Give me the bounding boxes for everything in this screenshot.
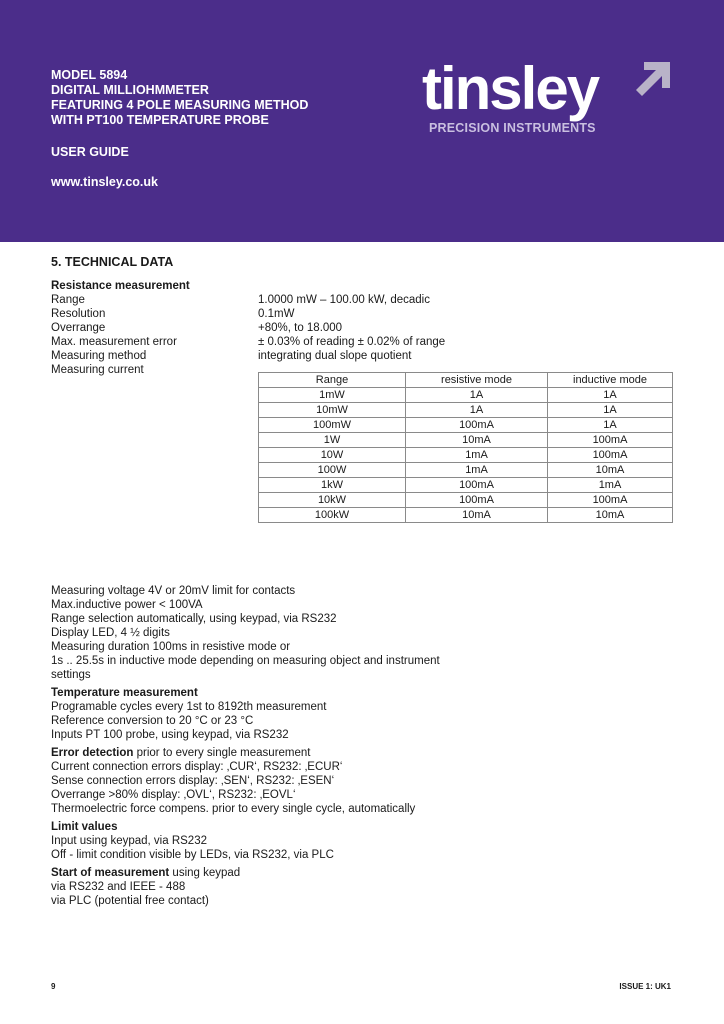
spec-value: 1.0000 mW – 100.00 kW, decadic [258, 294, 430, 306]
table-cell: 1mA [548, 478, 673, 493]
spec-label: Overrange [51, 322, 106, 334]
table-row [259, 433, 673, 448]
page-number: 9 [51, 982, 56, 991]
table-row [259, 403, 673, 418]
table-cell: 10mA [548, 463, 673, 478]
measuring-current-table [258, 372, 673, 523]
table-cell: 10mA [406, 433, 548, 448]
header-line: FEATURING 4 POLE MEASURING METHOD [51, 98, 309, 112]
table-cell: 100mW [259, 418, 406, 433]
table-cell: 100mA [406, 493, 548, 508]
spec-line: via RS232 and IEEE - 488 [51, 881, 186, 893]
header-line: WITH PT100 TEMPERATURE PROBE [51, 113, 269, 127]
logo-tagline: PRECISION INSTRUMENTS [429, 121, 596, 135]
error-detection-heading-rest: prior to every single measurement [133, 747, 311, 759]
limit-values-heading: Limit values [51, 821, 118, 833]
table-cell: 100mA [406, 478, 548, 493]
table-row [259, 493, 673, 508]
header-line: MODEL 5894 [51, 68, 128, 82]
spec-row [51, 321, 673, 335]
spec-row [51, 293, 673, 307]
table-cell: 100mA [548, 433, 673, 448]
user-guide-label: USER GUIDE [51, 145, 129, 159]
spec-value: +80%, to 18.000 [258, 322, 343, 334]
spec-row [51, 349, 673, 363]
spec-line: Range selection automatically, using keypad, via RS232 [51, 613, 337, 625]
column-header: inductive mode [548, 373, 673, 388]
technical-data-section [51, 255, 673, 521]
table-cell: 100mA [406, 418, 548, 433]
error-detection-heading-line [51, 746, 673, 760]
spec-line: settings [51, 669, 91, 681]
table-row [259, 448, 673, 463]
header-band [0, 0, 724, 242]
column-header: Range [259, 373, 406, 388]
spec-line: Max.inductive power < 100VA [51, 599, 203, 611]
spec-line: Overrange >80% display: ‚OVL‘, RS232: ‚EOVL‘ [51, 789, 296, 801]
spec-value: 0.1mW [258, 308, 295, 320]
spec-label: Resolution [51, 308, 106, 320]
spec-value: integrating dual slope quotient [258, 350, 412, 362]
spec-label: Measuring method [51, 350, 147, 362]
spec-line: Measuring duration 100ms in resistive mode or [51, 641, 291, 653]
table-cell: 1W [259, 433, 406, 448]
table-cell: 1A [548, 388, 673, 403]
spec-label: Max. measurement error [51, 336, 177, 348]
header-line: DIGITAL MILLIOHMMETER [51, 83, 209, 97]
general-specs [51, 584, 673, 908]
spec-row [51, 335, 673, 349]
table-row [259, 388, 673, 403]
resistance-heading: Resistance measurement [51, 280, 190, 292]
spec-line: 1s .. 25.5s in inductive mode depending on measuring object and instrument [51, 655, 440, 667]
spec-label: Range [51, 294, 85, 306]
spec-value: ± 0.03% of reading ± 0.02% of range [258, 336, 446, 348]
table-cell: 1A [548, 418, 673, 433]
table-cell: 10mA [548, 508, 673, 523]
spec-line: Measuring voltage 4V or 20mV limit for contacts [51, 585, 296, 597]
table-row [259, 418, 673, 433]
table-cell: 100W [259, 463, 406, 478]
error-detection-heading: Error detection [51, 747, 134, 759]
table-cell: 100kW [259, 508, 406, 523]
column-header: resistive mode [406, 373, 548, 388]
spec-line: Thermoelectric force compens. prior to every single cycle, automatically [51, 803, 416, 815]
table-cell: 1mA [406, 463, 548, 478]
tinsley-logo [422, 55, 682, 138]
table-cell: 10mW [259, 403, 406, 418]
table-cell: 100mA [548, 493, 673, 508]
table-cell: 10mA [406, 508, 548, 523]
spec-line: Off - limit condition visible by LEDs, via RS232, via PLC [51, 849, 334, 861]
table-header-row [259, 373, 673, 388]
section-title: 5. TECHNICAL DATA [51, 255, 174, 269]
logo-wordmark: tinsley [422, 55, 599, 122]
table-cell: 10kW [259, 493, 406, 508]
logo-arrow-icon [632, 58, 674, 100]
table-cell: 1kW [259, 478, 406, 493]
table-cell: 1A [548, 403, 673, 418]
table-row [259, 478, 673, 493]
issue-label: ISSUE 1: UK1 [619, 982, 671, 991]
spec-line: via PLC (potential free contact) [51, 895, 209, 907]
table-cell: 1mW [259, 388, 406, 403]
table-row [259, 463, 673, 478]
start-heading-line [51, 866, 673, 880]
table-cell: 1A [406, 388, 548, 403]
header-title-block [51, 68, 308, 190]
spec-line: Reference conversion to 20 °C or 23 °C [51, 715, 254, 727]
table-row [259, 508, 673, 523]
spec-row [51, 307, 673, 321]
start-heading-rest: using keypad [169, 867, 241, 879]
spec-label: Measuring current [51, 364, 144, 376]
spec-line: Inputs PT 100 probe, using keypad, via RS232 [51, 729, 289, 741]
temperature-heading: Temperature measurement [51, 687, 198, 699]
spec-line: Sense connection errors display: ‚SEN‘, RS232: ‚ESEN‘ [51, 775, 335, 787]
spec-line: Current connection errors display: ‚CUR‘, RS232: ‚ECUR‘ [51, 761, 343, 773]
table-cell: 1A [406, 403, 548, 418]
table-cell: 100mA [548, 448, 673, 463]
website-link[interactable]: www.tinsley.co.uk [51, 175, 158, 189]
start-heading: Start of measurement [51, 867, 170, 879]
spec-line: Display LED, 4 ½ digits [51, 627, 170, 639]
table-cell: 10W [259, 448, 406, 463]
spec-line: Programable cycles every 1st to 8192th measurement [51, 701, 327, 713]
spec-line: Input using keypad, via RS232 [51, 835, 207, 847]
table-cell: 1mA [406, 448, 548, 463]
